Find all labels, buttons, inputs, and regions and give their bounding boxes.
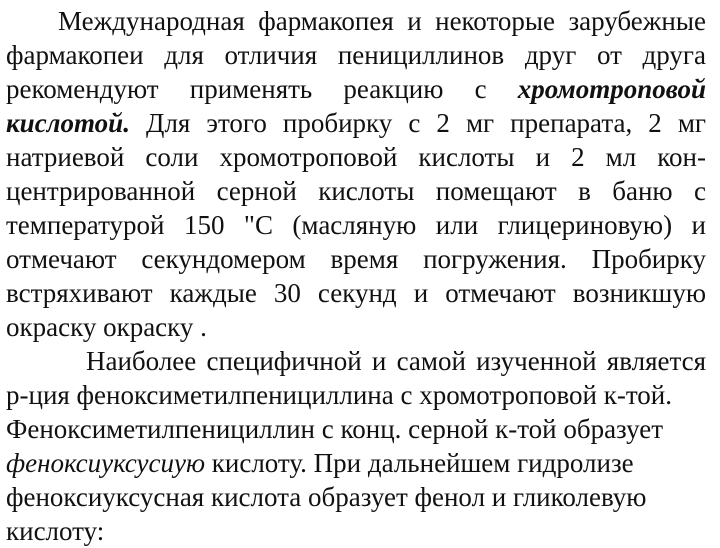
p1-line-3 [6, 72, 706, 106]
p2-line-6-text: кислоту: [6, 516, 105, 546]
p1-line-6-text: центрированной серной кислоты помещают в баню с [6, 176, 706, 206]
p1-line-5-text: натриевой соли хромотроповой кислоты и 2 мл кон- [6, 142, 706, 172]
p1-line-5 [6, 140, 706, 174]
p1-line-8-text: отмечают секундомером время погружения. Пробирку [6, 244, 706, 274]
p1-line-4-text: Для этого пробирку с 2 мг препарата, 2 мг [129, 108, 706, 138]
p2-line-6 [6, 514, 706, 548]
p1-line-2-text: фармакопеи для отличия пенициллинов друг от друга [6, 40, 706, 70]
p1-line-7-text: температурой 150 "С (масляную или глицериновую) и [6, 210, 706, 240]
p1-line-8 [6, 242, 706, 276]
p1-line-7 [6, 208, 706, 242]
p1-line-1-text: Международная фармакопея и некоторые зарубежные [58, 6, 706, 36]
p1-line-9-text: встряхивают каждые 30 секунд и отмечают возникшую [6, 278, 706, 308]
p1-line-6 [6, 174, 706, 208]
term-chromotropic: хромотроповой [517, 74, 706, 104]
p2-line-3-text: Феноксиметилпенициллин с конц. серной к-той образует [6, 414, 664, 444]
p2-line-1 [6, 344, 706, 378]
p2-line-4 [6, 446, 706, 480]
p1-line-1 [6, 4, 706, 38]
p2-line-4-text: кислоту. При дальнейшем гидролизе [205, 448, 634, 478]
p1-line-4 [6, 106, 706, 140]
p1-line-10 [6, 310, 706, 344]
p1-line-3-text: рекомендуют применять реакцию с [6, 74, 518, 104]
p1-line-2 [6, 38, 706, 72]
p2-line-2 [6, 378, 706, 412]
p2-line-3 [6, 412, 706, 446]
term-acid: кислотой. [6, 108, 130, 138]
p2-line-2-text: р-ция феноксиметилпенициллина с хромотроповой к-той. [6, 380, 673, 410]
term-phenoxyacetic: феноксиуксусиую [6, 448, 206, 478]
p2-line-5 [6, 480, 706, 514]
p2-line-5-text: феноксиуксусная кислота образует фенол и гликолевую [6, 482, 647, 512]
p1-line-9 [6, 276, 706, 310]
p1-line-10-text: окраску окраску . [6, 312, 207, 342]
p2-line-1-text: Наиболее специфичной и самой изученной является [86, 346, 706, 376]
